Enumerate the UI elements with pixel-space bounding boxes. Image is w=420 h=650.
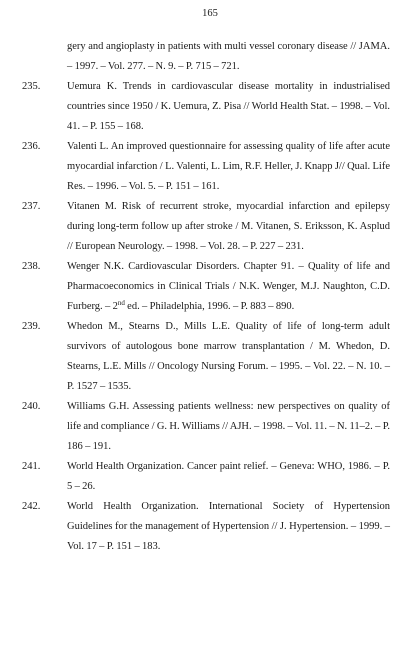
reference-item (0, 317, 420, 397)
reference-text: Uemura K. Trends in cardiovascular disease mortality in industrialised countries since 1950 / K. Uemura, Z. Pisa // World Health Stat. – 1998. – Vol. 41. – P. 155 – 168. (67, 81, 390, 132)
reference-text: World Health Organization. International Society of Hypertension Guidelines for the management of Hypertension // J. Hypertension. – 1999. – Vol. 17 – P. 151 – 183. (67, 501, 390, 552)
reference-item (0, 257, 420, 317)
reference-number: 237. (22, 201, 41, 212)
reference-text: Whedon M., Stearns D., Mills L.E. Quality of life of long-term adult survivors of autologous bone marrow transplantation / M. Whedon, D. Stearns, L.E. Mills // Oncology Nursing Forum. – 1995. – Vol. 22. – N. 10. – P. 1527 – 1535. (67, 321, 390, 392)
reference-number: 239. (22, 321, 41, 332)
reference-text (67, 257, 390, 317)
reference-number: 242. (22, 501, 41, 512)
reference-item (0, 497, 420, 557)
reference-text: gery and angioplasty in patients with multi vessel coronary disease // JAMA. – 1997. – Vol. 277. – N. 9. – P. 715 – 721. (67, 41, 390, 72)
page-number: 165 (202, 8, 218, 19)
reference-number: 238. (22, 261, 41, 272)
reference-text: World Health Organization. Cancer paint relief. – Geneva: WHO, 1986. – P. 5 – 26. (67, 461, 390, 492)
reference-text: Valenti L. An improved questionnaire for assessing quality of life after acute myocardial infarction / L. Valenti, L. Lim, R.F. Heller, J. Knapp J// Qual. Life Res. – 1996. – Vol. 5. – P. 151 – 161. (67, 141, 390, 192)
reference-item (0, 397, 420, 457)
reference-number: 241. (22, 461, 41, 472)
reference-text: Williams G.H. Assessing patients wellness: new perspectives on quality of life and compliance / G. H. Williams // AJH. – 1998. – Vol. 11. – N. 11–2. – P. 186 – 191. (67, 401, 390, 452)
reference-text-tail: ed. – Philadelphia, 1996. – P. 883 – 890. (124, 301, 295, 312)
reference-number: 240. (22, 401, 41, 412)
reference-item (0, 37, 420, 77)
reference-item (0, 137, 420, 197)
reference-number: 235. (22, 81, 41, 92)
reference-text-main: Wenger N.K. Cardiovascular Disorders. Chapter 91. – Quality of life and Pharmacoeconomics in Clinical Trials / N.K. Wenger, M.J. Naughton, C.D. Furberg. – 2 (67, 261, 390, 312)
reference-item (0, 77, 420, 137)
reference-list (0, 37, 420, 557)
reference-item (0, 457, 420, 497)
reference-superscript: nd (117, 299, 125, 307)
reference-text: Vitanen M. Risk of recurrent stroke, myocardial infarction and epilepsy during long-term follow up after stroke / M. Vitanen, S. Eriksson, K. Asplud // European Neurology. – 1998. – Vol. 28. – P. 227 – 231. (67, 201, 390, 252)
reference-item (0, 197, 420, 257)
reference-number: 236. (22, 141, 41, 152)
